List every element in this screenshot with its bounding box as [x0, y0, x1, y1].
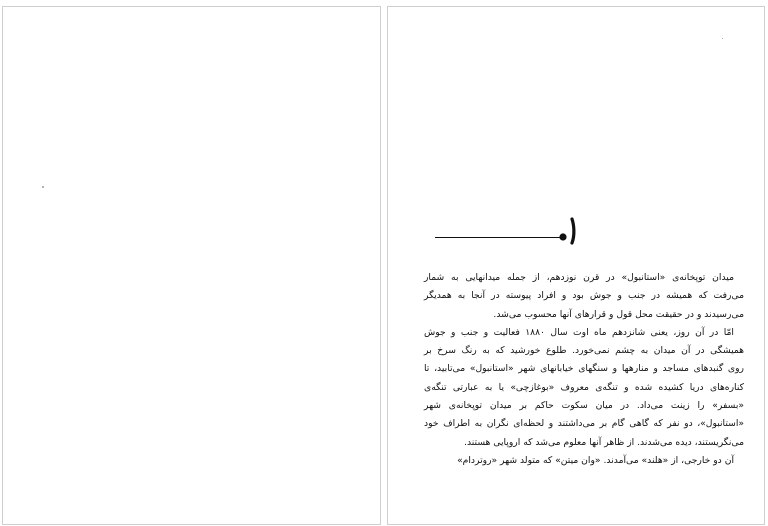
text-line: روی گنبدهای مساجد و منارهها و سنگهای خیابانهای شهر «استانبول» می‌تابید، تا — [424, 363, 744, 375]
text-line: همیشگی در آن میدان به چشم نمی‌خورد. طلوع خورشید که به رنگ سرخ بر — [424, 345, 744, 357]
chapter-number-glyph — [556, 213, 586, 249]
chapter-rule — [435, 237, 560, 238]
text-line: می‌رسیدند و در حقیقت محل قول و قرارهای آنها محسوب می‌شد. — [493, 308, 744, 320]
text-line: کناره‌های دریا کشیده شده و تنگه‌ی معروف «بوغازچی» یا به عبارتی تنگه‌ی — [424, 381, 744, 393]
page-speck — [42, 186, 44, 188]
text-line: میدان توپخانه‌ی «استانبول» در قرن نوزدهم، از جمله میدانهایی به شمار — [424, 272, 734, 283]
page-speck — [722, 38, 723, 39]
body-text — [424, 269, 744, 470]
page-right — [387, 6, 765, 525]
text-line: آن دو خارجی، از «هلند» می‌آمدند. «وان میتن» که متولد شهر «روتردام» — [457, 454, 734, 466]
text-line: می‌رفت که همیشه در جنب و جوش بود و افراد پیوسته در آنجا به همدیگر — [424, 290, 744, 302]
text-line: امّا در آن روز، یعنی شانزدهم ماه اوت سال ۱۸۸۰ فعالیت و جنب و جوش — [424, 326, 734, 338]
text-line: «بسفر» را زینت می‌داد. در میان سکوت حاکم بر میدان توپخانه‌ی شهر — [424, 400, 744, 412]
text-line: «استانبول»، دو نفر که گاهی گام بر می‌داشتند و لحظه‌ای نگران به اطراف خود — [424, 418, 744, 430]
page-left — [2, 6, 381, 525]
text-line: می‌نگریستند، دیده می‌شدند. از ظاهر آنها معلوم می‌شد که اروپایی هستند. — [464, 436, 744, 448]
